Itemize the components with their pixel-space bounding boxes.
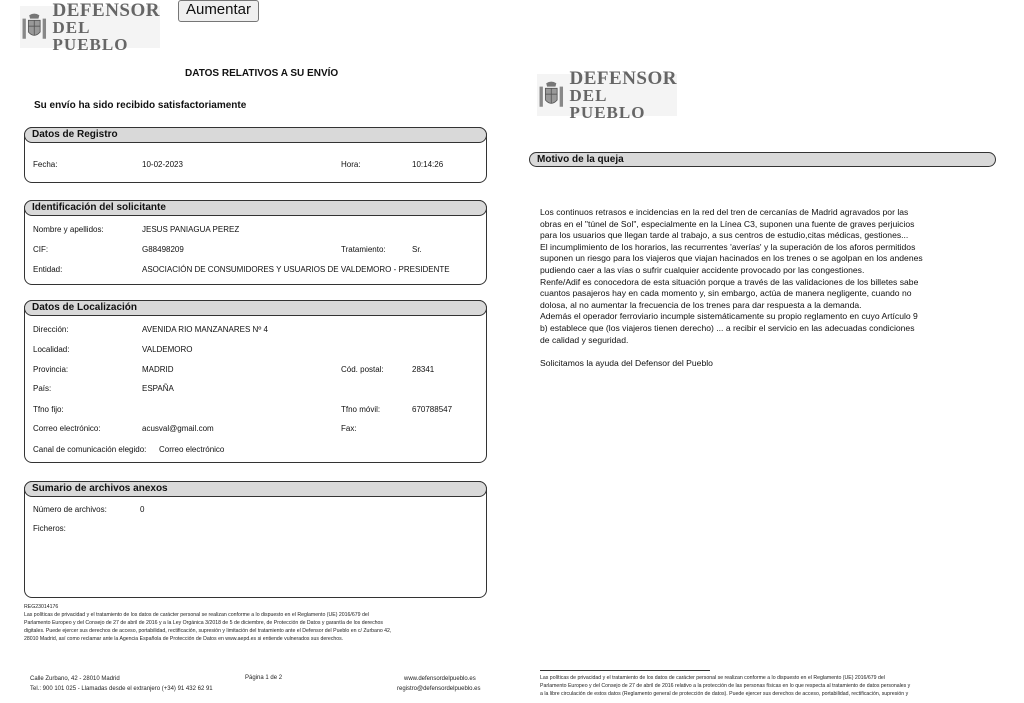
motivo-line: El incumplimiento de los horarios, las recurrentes 'averías' y la superación de los aforos permitidos <box>540 241 916 252</box>
entidad-value: ASOCIACIÓN DE CONSUMIDORES Y USUARIOS DE VALDEMORO - PRESIDENTE <box>142 265 450 274</box>
motivo-line: Renfe/Adif es conocedora de esta situación porque a través de las validaciones de los billetes sabe <box>540 276 919 287</box>
motivo-line: obras en el "túnel de Sol", especialmente en la Línea C3, suponen una fuente de graves perjuicios <box>540 218 915 229</box>
page-subheading: Su envío ha sido recibido satisfactoriamente <box>34 100 247 111</box>
privacy-notice-p1 <box>24 611 391 643</box>
privacy-line: Parlamento Europeo y del Consejo de 27 de abril de 2016 relativo a la protección de las personas físicas en lo que respecta al tratamiento de datos personales y <box>540 683 911 689</box>
entidad-label: Entidad: <box>33 265 63 274</box>
logo-line-2: DEL PUEBLO <box>52 17 129 54</box>
footer-address: Calle Zurbano, 42 - 28010 Madrid <box>30 676 120 682</box>
footer-phone: Tel.: 900 101 025 - Llamadas desde el extranjero (+34) 91 432 62 91 <box>30 686 213 692</box>
movil-label: Tfno móvil: <box>341 405 381 414</box>
cp-label: Cód. postal: <box>341 365 384 374</box>
closing-line: Solicitamos la ayuda del Defensor del Pueblo <box>540 357 713 368</box>
motivo-text <box>540 207 1010 369</box>
hora-label: Hora: <box>341 160 361 169</box>
localidad-value: VALDEMORO <box>142 345 193 354</box>
tratamiento-label: Tratamiento: <box>341 245 386 254</box>
pais-value: ESPAÑA <box>142 384 174 393</box>
logo-defensor-del-pueblo <box>20 0 160 54</box>
motivo-line: b) establece que (los viajeros tienen derecho) ... a recibir el servicio en las adecuadas condiciones <box>540 322 915 333</box>
provincia-value: MADRID <box>142 365 174 374</box>
motivo-header <box>530 153 995 166</box>
pais-label: País: <box>33 384 52 393</box>
aumentar-button[interactable]: Aumentar <box>178 0 259 22</box>
solicitante-section <box>24 200 487 285</box>
cif-label: CIF: <box>33 245 49 254</box>
privacy-line: digitales. Puede ejercer sus derechos de acceso, portabilidad, rectificación, supresión y limitación del tratamiento ante el Defensor del Pueblo en c/ Zurbano 42, <box>24 628 392 634</box>
privacy-line: 28010 Madrid, así como reclamar ante la Agencia Española de Protección de Datos en www.aepd.es si entiende vulnerados sus derechos. <box>24 636 344 642</box>
motivo-line: suponen un riesgo para los viajeros que viajan hacinados en los trenes o se agolpan en los andenes <box>540 253 923 264</box>
footer-web-link[interactable]: www.defensordelpueblo.es <box>404 676 476 682</box>
coat-of-arms-icon <box>537 77 566 113</box>
ficheros-label: Ficheros: <box>33 524 66 533</box>
reference-number: REG23014176 <box>24 604 59 610</box>
motivo-line: para los usuarios que llegan tarde al trabajo, a sus centros de estudio,citas médicas, gestiones... <box>540 230 909 241</box>
footer-email-link[interactable]: registro@defensordelpueblo.es <box>397 686 481 692</box>
cif-value: G88498209 <box>142 245 184 254</box>
motivo-line: cuantos pasajeros hay en cada momento y, sin embargo, actúa de manera negligente, cuando no <box>540 288 912 299</box>
footer-divider <box>540 670 710 671</box>
localizacion-title: Datos de Localización <box>24 300 487 316</box>
fecha-label: Fecha: <box>33 160 58 169</box>
motivo-line: de calidad y seguridad. <box>540 334 629 345</box>
archivos-section <box>24 481 487 598</box>
tratamiento-value: Sr. <box>412 245 422 254</box>
nombre-value: JESUS PANIAGUA PEREZ <box>142 225 240 234</box>
provincia-label: Provincia: <box>33 365 69 374</box>
registro-section <box>24 127 487 183</box>
canal-value: Correo electrónico <box>159 445 225 454</box>
registro-title: Datos de Registro <box>24 127 487 143</box>
movil-value: 670788547 <box>412 405 453 414</box>
fijo-label: Tfno fijo: <box>33 405 64 414</box>
solicitante-title: Identificación del solicitante <box>24 200 487 216</box>
direccion-label: Dirección: <box>33 325 69 334</box>
privacy-line: Las políticas de privacidad y el tratamiento de los datos de carácter personal se realizan conforme a lo dispuesto en el Reglamento (UE) 2016/679 del <box>540 675 885 681</box>
localizacion-section <box>24 300 487 463</box>
localidad-label: Localidad: <box>33 345 70 354</box>
logo-defensor-del-pueblo-page2 <box>537 67 677 122</box>
motivo-title: Motivo de la queja <box>529 152 996 167</box>
privacy-notice-p2 <box>540 674 910 698</box>
motivo-line: pudiendo caer a las vías o sufrir cualquier accidente provocado por las congestiones. <box>540 264 865 275</box>
privacy-line: Parlamento Europeo y del Consejo de 27 de abril de 2016 y a la Ley Orgánica 3/2018 de 5 de diciembre, de Protección de Datos y garantía de los derechos <box>24 620 384 626</box>
canal-label: Canal de comunicación elegido: <box>33 445 147 454</box>
fax-label: Fax: <box>341 424 357 433</box>
logo-line-1: DEFENSOR <box>52 0 160 21</box>
motivo-line: dolosa, al no aumentar la frecuencia de los trenes para dar respuesta a la demanda. <box>540 299 862 310</box>
nombre-label: Nombre y apellidos: <box>33 225 104 234</box>
footer-page-number: Página 1 de 2 <box>245 675 283 681</box>
num-archivos-label: Número de archivos: <box>33 505 107 514</box>
logo-line-2: DEL PUEBLO <box>569 85 646 122</box>
num-archivos-value: 0 <box>140 505 145 514</box>
hora-value: 10:14:26 <box>412 160 444 169</box>
motivo-line: Además el operador ferroviario incumple sistemáticamente su propio reglamento en cuyo Artículo 9 <box>540 311 918 322</box>
fecha-value: 10-02-2023 <box>142 160 183 169</box>
page-heading: DATOS RELATIVOS A SU ENVÍO <box>185 68 339 79</box>
logo-line-1: DEFENSOR <box>569 67 677 89</box>
correo-label: Correo electrónico: <box>33 424 101 433</box>
motivo-line: Los continuos retrasos e incidencias en la red del tren de cercanías de Madrid agravados por las <box>540 207 909 217</box>
correo-value: acusval@gmail.com <box>142 424 214 433</box>
privacy-line: Las políticas de privacidad y el tratamiento de los datos de carácter personal se realizan conforme a lo dispuesto en el Reglamento (UE) 2016/679 del <box>24 612 369 618</box>
cp-value: 28341 <box>412 365 435 374</box>
coat-of-arms-icon <box>20 9 49 45</box>
privacy-line: a la libre circulación de estos datos (Reglamento general de protección de datos). Puede ejercer sus derechos de acceso, portabilidad, rectificación, supresión y <box>540 691 909 697</box>
archivos-title: Sumario de archivos anexos <box>24 481 487 497</box>
direccion-value: AVENIDA RIO MANZANARES Nº 4 <box>142 325 268 334</box>
